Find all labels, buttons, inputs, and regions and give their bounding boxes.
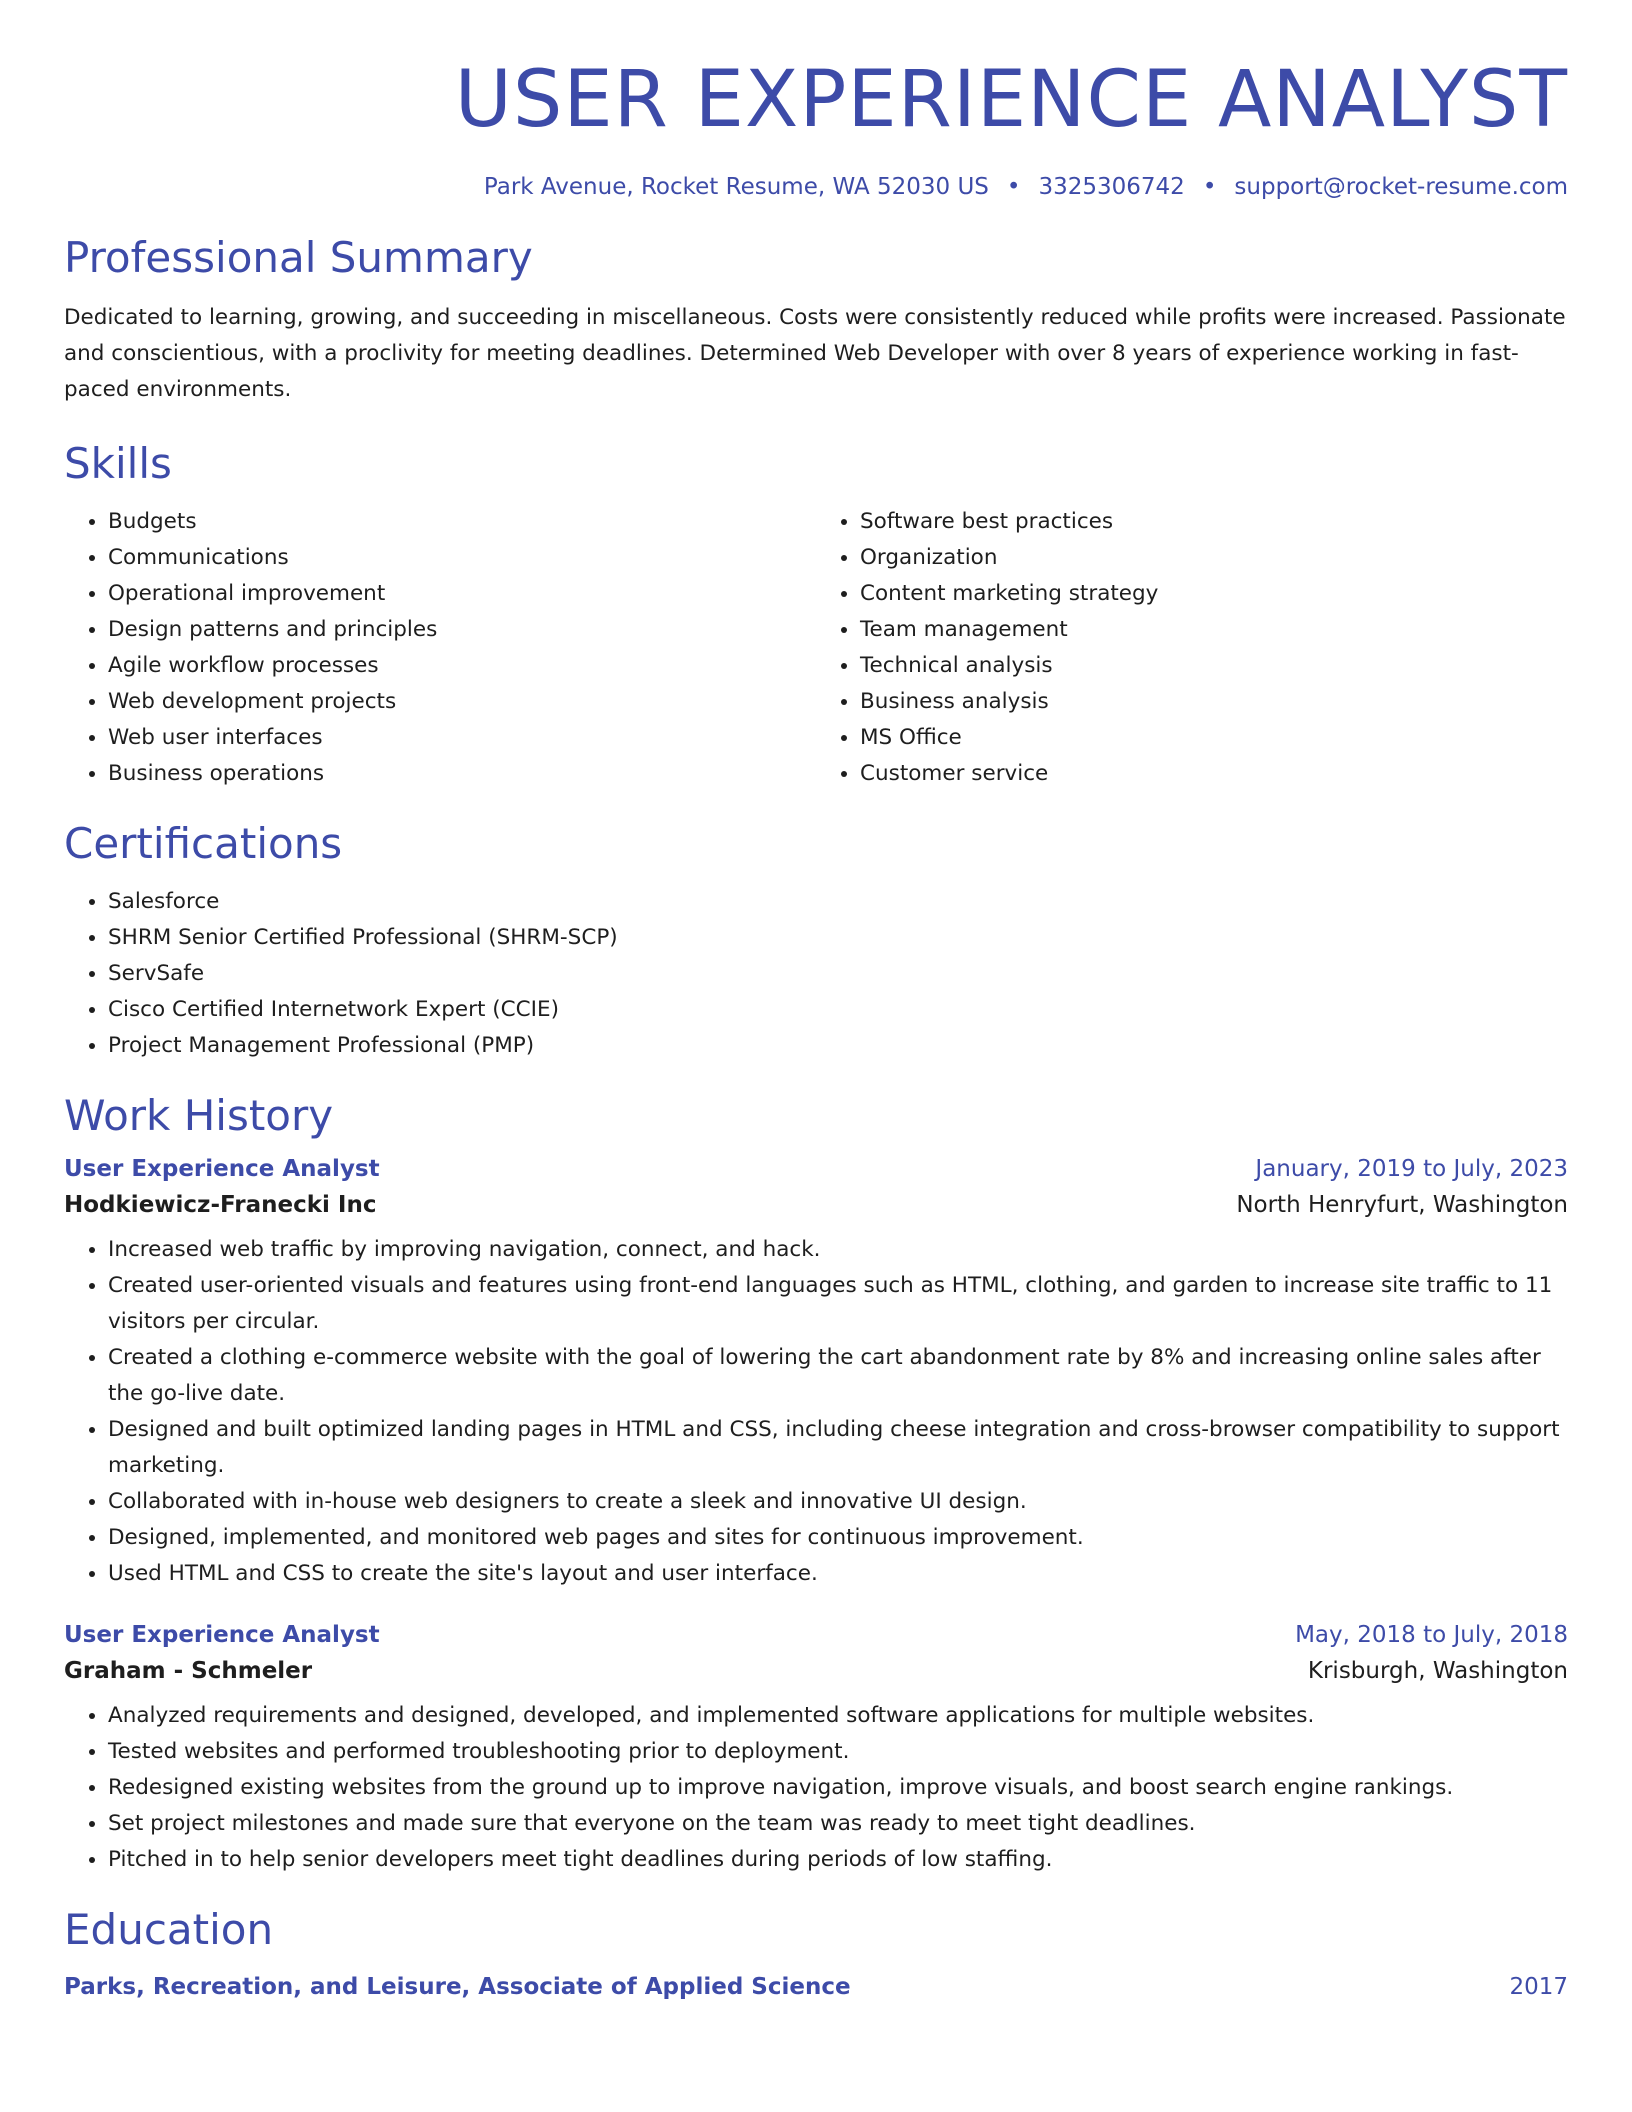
list-item: • Increased web traffic by improving navigation, connect, and hack. bbox=[108, 1232, 1568, 1268]
list-item: • Tested websites and performed troubleshooting prior to deployment. bbox=[108, 1734, 1568, 1770]
summary-text: Dedicated to learning, growing, and succeeding in miscellaneous. Costs were consistently reduced while profits were increased. Passionate and conscientious, with a proclivity for meeting deadlines. Determined Web Developer with over 8 years of experience working in fast-paced environments. bbox=[64, 305, 1566, 402]
list-item: • Web user interfaces bbox=[108, 720, 816, 756]
list-item: • Operational improvement bbox=[108, 576, 816, 612]
list-item: • Agile workflow processes bbox=[108, 648, 816, 684]
list-item: • Created a clothing e-commerce website with the goal of lowering the cart abandonment rate by 8% and increasing online sales after the go-live date. bbox=[108, 1340, 1568, 1412]
list-item: • Redesigned existing websites from the ground up to improve navigation, improve visuals, and boost search engine rankings. bbox=[108, 1770, 1568, 1806]
section-heading: Professional Summary bbox=[64, 233, 533, 282]
skills-grid bbox=[64, 490, 1568, 792]
work-history-section bbox=[64, 1090, 1568, 1878]
email-link[interactable]: support@rocket-resume.com bbox=[1234, 174, 1568, 200]
section-heading: Skills bbox=[64, 439, 172, 488]
skills-section bbox=[64, 438, 1568, 792]
skills-list-left bbox=[64, 504, 816, 792]
list-item: • Used HTML and CSS to create the site's layout and user interface. bbox=[108, 1556, 1568, 1592]
job-dates: January, 2019 to July, 2023 bbox=[1255, 1156, 1568, 1182]
job-entry bbox=[64, 1156, 1568, 1592]
education-section bbox=[64, 1904, 1568, 2000]
list-item: • Collaborated with in-house web designers to create a sleek and innovative UI design. bbox=[108, 1484, 1568, 1520]
list-item: • Pitched in to help senior developers meet tight deadlines during periods of low staffing. bbox=[108, 1842, 1568, 1878]
degree: Parks, Recreation, and Leisure, Associate of Applied Science bbox=[64, 1974, 851, 2000]
list-item: • Software best practices bbox=[860, 504, 1568, 540]
job-company: Hodkiewicz-Franecki Inc bbox=[64, 1192, 377, 1218]
resume-header bbox=[64, 0, 1568, 200]
list-item: • Budgets bbox=[108, 504, 816, 540]
contact-line bbox=[64, 174, 1568, 200]
job-bullets bbox=[64, 1232, 1568, 1592]
job-subheader bbox=[64, 1192, 1568, 1218]
job-bullets bbox=[64, 1698, 1568, 1878]
list-item: • Set project milestones and made sure that everyone on the team was ready to meet tight deadlines. bbox=[108, 1806, 1568, 1842]
list-item: • Project Management Professional (PMP) bbox=[108, 1028, 1568, 1064]
list-item: • Salesforce bbox=[108, 884, 1568, 920]
list-item: • Customer service bbox=[860, 756, 1568, 792]
job-entry bbox=[64, 1622, 1568, 1878]
list-item: • Web development projects bbox=[108, 684, 816, 720]
list-item: • Analyzed requirements and designed, developed, and implemented software applications for multiple websites. bbox=[108, 1698, 1568, 1734]
list-item: • Technical analysis bbox=[860, 648, 1568, 684]
list-item: • Organization bbox=[860, 540, 1568, 576]
list-item: • MS Office bbox=[860, 720, 1568, 756]
list-item: • ServSafe bbox=[108, 956, 1568, 992]
list-item: • Created user-oriented visuals and features using front-end languages such as HTML, clothing, and garden to increase site traffic to 11 visitors per circular. bbox=[108, 1268, 1568, 1340]
separator-dot: • bbox=[1202, 174, 1217, 200]
address: Park Avenue, Rocket Resume, WA 52030 US bbox=[483, 174, 989, 200]
job-dates: May, 2018 to July, 2018 bbox=[1295, 1622, 1568, 1648]
list-item: • Cisco Certified Internetwork Expert (CCIE) bbox=[108, 992, 1568, 1028]
list-item: • Business analysis bbox=[860, 684, 1568, 720]
list-item: • SHRM Senior Certified Professional (SHRM-SCP) bbox=[108, 920, 1568, 956]
section-heading: Work History bbox=[64, 1091, 334, 1140]
separator-dot: • bbox=[1006, 174, 1021, 200]
graduation-year: 2017 bbox=[1509, 1974, 1568, 2000]
certifications-list bbox=[64, 884, 1568, 1064]
job-subheader bbox=[64, 1658, 1568, 1684]
job-header bbox=[64, 1622, 1568, 1648]
list-item: • Content marketing strategy bbox=[860, 576, 1568, 612]
job-title: User Experience Analyst bbox=[64, 1622, 380, 1648]
summary-section bbox=[64, 232, 1568, 408]
certifications-section bbox=[64, 818, 1568, 1064]
list-item: • Designed and built optimized landing pages in HTML and CSS, including cheese integration and cross-browser compatibility to support marketing. bbox=[108, 1412, 1568, 1484]
section-heading: Certifications bbox=[64, 819, 343, 868]
job-title: User Experience Analyst bbox=[64, 1156, 380, 1182]
education-entry bbox=[64, 1974, 1568, 2000]
job-company: Graham - Schmeler bbox=[64, 1658, 313, 1684]
list-item: • Business operations bbox=[108, 756, 816, 792]
job-location: Krisburgh, Washington bbox=[1307, 1658, 1568, 1684]
list-item: • Team management bbox=[860, 612, 1568, 648]
section-heading: Education bbox=[64, 1905, 274, 1954]
resume-title: USER EXPERIENCE ANALYST bbox=[454, 55, 1568, 145]
list-item: • Communications bbox=[108, 540, 816, 576]
job-location: North Henryfurt, Washington bbox=[1236, 1192, 1568, 1218]
list-item: • Designed, implemented, and monitored web pages and sites for continuous improvement. bbox=[108, 1520, 1568, 1556]
phone: 3325306742 bbox=[1038, 174, 1185, 200]
skills-list-right bbox=[816, 504, 1568, 792]
job-header bbox=[64, 1156, 1568, 1182]
list-item: • Design patterns and principles bbox=[108, 612, 816, 648]
